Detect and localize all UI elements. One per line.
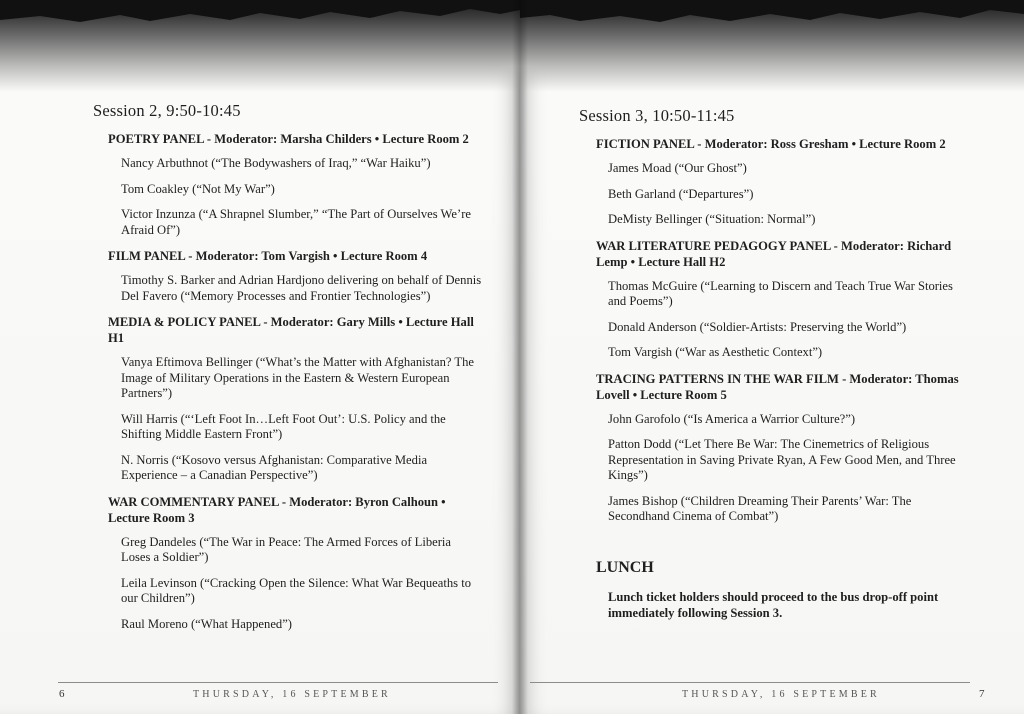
session-heading: Session 2, 9:50-10:45 <box>93 101 241 120</box>
panel-heading: TRACING PATTERNS IN THE WAR FILM - Moderator: Thomas Lovell • Lecture Room 5 <box>596 371 959 402</box>
right-page <box>520 0 1024 714</box>
panel-entry: Thomas McGuire (“Learning to Discern and Teach True War Stories and Poems”) <box>608 278 953 308</box>
panel-heading: FICTION PANEL - Moderator: Ross Gresham • Lecture Room 2 <box>596 137 946 151</box>
session-heading: Session 3, 10:50-11:45 <box>579 106 735 125</box>
panel-entry: Raul Moreno (“What Happened”) <box>121 616 292 631</box>
panel-heading: MEDIA & POLICY PANEL - Moderator: Gary Mills • Lecture Hall H1 <box>108 315 474 345</box>
panel-entry: Vanya Eftimova Bellinger (“What’s the Matter with Afghanistan? The Image of Military Operations in the Eastern & Western European Partners”) <box>121 355 474 400</box>
panel-block <box>579 238 969 361</box>
panel-block <box>93 494 483 633</box>
panel-heading: WAR LITERATURE PEDAGOGY PANEL - Moderator: Richard Lemp • Lecture Hall H2 <box>596 238 952 269</box>
lunch-heading: LUNCH <box>596 558 654 576</box>
panel-entry: DeMisty Bellinger (“Situation: Normal”) <box>608 212 816 226</box>
torn-edge-icon <box>520 0 1024 30</box>
binding-gutter <box>512 0 528 714</box>
right-page-content <box>579 106 969 621</box>
page-number: 7 <box>979 688 985 700</box>
torn-paper-header-graphic <box>0 0 520 92</box>
panel-entry: John Garofolo (“Is America a Warrior Culture?”) <box>608 411 856 426</box>
panel-entry: James Moad (“Our Ghost”) <box>608 161 747 175</box>
panel-entry: Beth Garland (“Departures”) <box>608 186 754 201</box>
panel-entry: Greg Dandeles (“The War in Peace: The Armed Forces of Liberia Loses a Soldier”) <box>121 534 452 564</box>
panel-entry: Leila Levinson (“Cracking Open the Silence: What War Bequeaths to our Children”) <box>121 575 471 605</box>
footer-rule <box>530 682 970 683</box>
panel-entry: James Bishop (“Children Dreaming Their Parents’ War: The Secondhand Cinema of Combat”) <box>608 493 912 523</box>
footer-rule <box>58 682 498 683</box>
torn-paper-header-graphic <box>520 0 1024 92</box>
panel-entry: Tom Vargish (“War as Aesthetic Context”) <box>608 345 823 359</box>
panel-entry: Timothy S. Barker and Adrian Hardjono delivering on behalf of Dennis Del Favero (“Memory Processes and Frontier Technologies”) <box>121 273 482 303</box>
panel-entry: Tom Coakley (“Not My War”) <box>121 181 275 196</box>
lunch-note: Lunch ticket holders should proceed to the bus drop-off point immediately following Session 3. <box>608 589 939 620</box>
panel-entry: Nancy Arbuthnot (“The Bodywashers of Iraq,” “War Haiku”) <box>121 156 431 170</box>
panel-heading: POETRY PANEL - Moderator: Marsha Childers • Lecture Room 2 <box>108 132 469 146</box>
torn-edge-icon <box>0 0 520 30</box>
panel-block <box>579 136 969 228</box>
running-footer: THURSDAY, 16 SEPTEMBER <box>682 689 880 700</box>
panel-entry: Victor Inzunza (“A Shrapnel Slumber,” “The Part of Ourselves We’re Afraid Of”) <box>121 207 471 237</box>
panel-block <box>93 131 483 238</box>
panel-heading: FILM PANEL - Moderator: Tom Vargish • Lecture Room 4 <box>108 249 428 263</box>
panel-entry: Donald Anderson (“Soldier-Artists: Preserving the World”) <box>608 319 907 334</box>
running-footer: THURSDAY, 16 SEPTEMBER <box>193 689 391 700</box>
panel-block <box>579 371 969 525</box>
panel-entry: Patton Dodd (“Let There Be War: The Cinemetrics of Religious Representation in Saving Private Ryan, A Few Good Men, and Three Kings”) <box>608 437 956 482</box>
page-number: 6 <box>59 688 65 700</box>
panel-entry: N. Norris (“Kosovo versus Afghanistan: Comparative Media Experience – a Canadian Perspective”) <box>121 452 428 482</box>
left-page-content <box>93 101 483 642</box>
panel-block <box>93 248 483 304</box>
panel-heading: WAR COMMENTARY PANEL - Moderator: Byron Calhoun • Lecture Room 3 <box>108 494 446 525</box>
panel-block <box>93 314 483 484</box>
panel-entry: Will Harris (“‘Left Foot In…Left Foot Out’: U.S. Policy and the Shifting Middle Eastern Front”) <box>121 411 446 441</box>
